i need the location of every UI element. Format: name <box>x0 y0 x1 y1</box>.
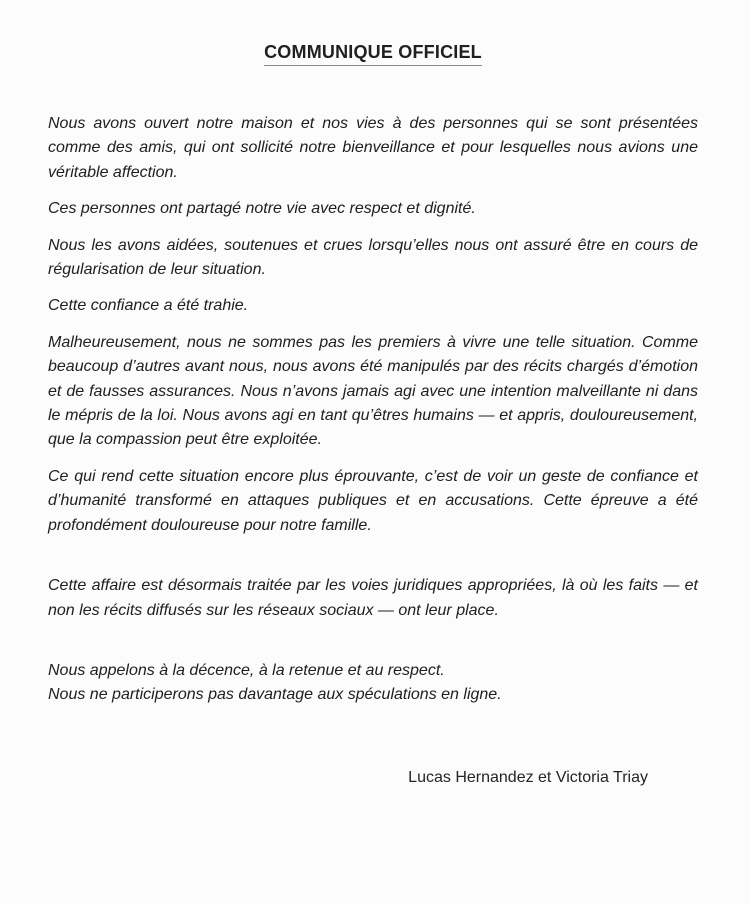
signature: Lucas Hernandez et Victoria Triay <box>408 768 648 786</box>
page-title-text: COMMUNIQUE OFFICIEL <box>264 42 482 66</box>
paragraph-malheureusement: Malheureusement, nous ne sommes pas les premiers à vivre une telle situation. Comme beaucoup d’autres avant nous, nous avons été manipulés par des récits chargés d’émotion et de fausses assurances. Nous n’avons jamais agi avec une intention malveillante ni dans le mépris de la loi. Nous avons agi en tant qu’êtres humains — et appris, douloureusement, que la compassion peut être exploitée. <box>48 333 698 449</box>
page-title <box>48 42 698 66</box>
paragraph-confiance-trahie: Cette confiance a été trahie. <box>48 297 249 315</box>
paragraph-epreuve: Ce qui rend cette situation encore plus éprouvante, c’est de voir un geste de confiance et d’humanité transformé en attaques publiques et en accusations. Cette épreuve a été profondément douloureuse pour notre famille. <box>48 467 698 534</box>
closing-line-decence: Nous appelons à la décence, à la retenue et au respect. <box>48 661 445 679</box>
paragraph-voies-juridiques: Cette affaire est désormais traitée par les voies juridiques appropriées, là où les faits — et non les récits diffusés sur les réseaux sociaux — ont leur place. <box>48 577 698 619</box>
closing-line-speculations: Nous ne participerons pas davantage aux spéculations en ligne. <box>48 686 502 704</box>
closing-block <box>48 659 698 708</box>
paragraph-respect: Ces personnes ont partagé notre vie avec respect et dignité. <box>48 200 476 218</box>
paragraph-opening: Nous avons ouvert notre maison et nos vies à des personnes qui se sont présentées comme des amis, qui ont sollicité notre bienveillance et pour lesquelles nous avions une véritable affection. <box>48 115 698 181</box>
paragraph-aide: Nous les avons aidées, soutenues et crues lorsqu’elles nous ont assuré être en cours de régularisation de leur situation. <box>48 236 698 279</box>
